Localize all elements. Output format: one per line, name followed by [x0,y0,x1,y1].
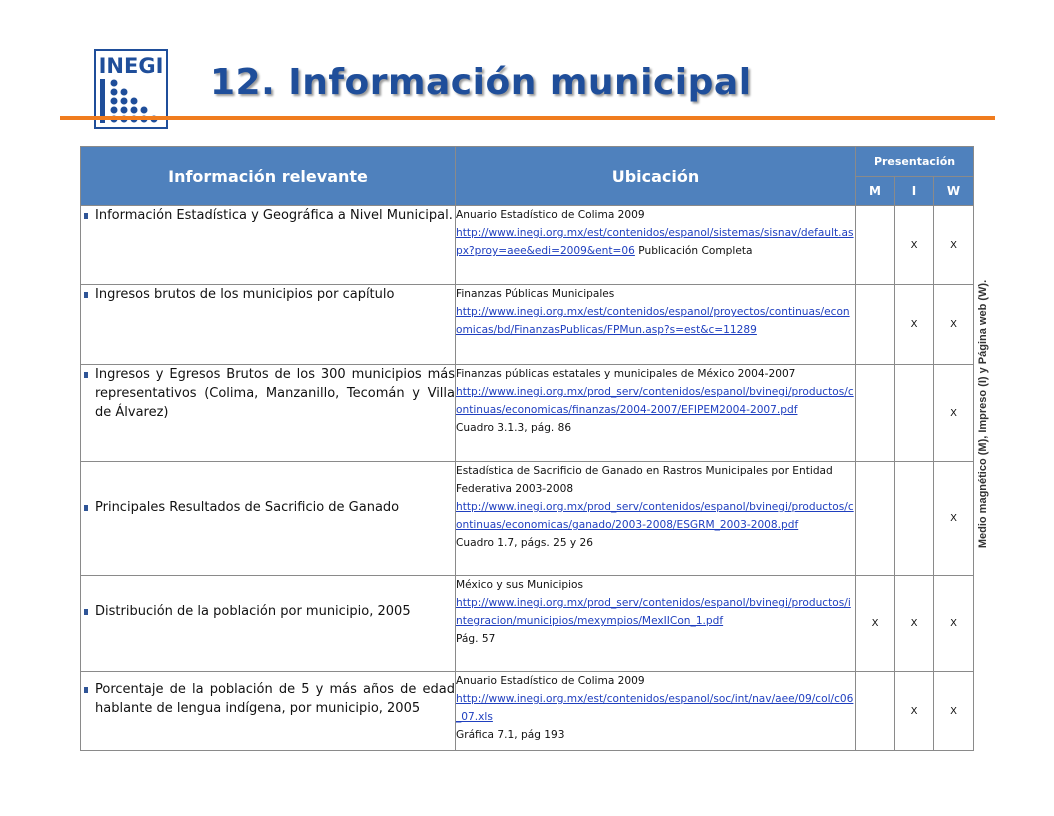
source-detail: Pág. 57 [456,633,496,645]
municipal-info-table [80,146,974,751]
bullet-icon [84,687,88,693]
source-title: Anuario Estadístico de Colima 2009 [456,209,645,221]
info-cell [81,576,456,672]
info-cell [81,206,456,285]
source-link[interactable]: http://www.inegi.org.mx/prod_serv/contenidos/espanol/bvinegi/productos/integracion/municipios/mexympios/MexIICon_1.pdf [456,597,851,627]
location-cell [456,285,856,365]
mark-i: X [895,285,934,365]
page-title: 12. Información municipal [210,62,752,103]
table-row [81,285,974,365]
mark-w: X [934,285,974,365]
mark-m [856,462,895,576]
header-m: M [856,177,895,206]
info-text: Porcentaje de la población de 5 y más años de edad hablante de lengua indígena, por municipio, 2005 [95,682,455,716]
location-cell [456,462,856,576]
mark-w: X [934,672,974,751]
info-cell [81,462,456,576]
bullet-icon [84,372,88,378]
mark-m [856,365,895,462]
table-row [81,365,974,462]
table-row [81,462,974,576]
bullet-icon [84,292,88,298]
info-text: Información Estadística y Geográfica a Nivel Municipal. [95,208,453,223]
source-title: Finanzas Públicas Municipales [456,288,615,300]
source-title: Estadística de Sacrificio de Ganado en Rastros Municipales por Entidad Federativa 2003-2008 [456,465,833,495]
info-text: Distribución de la población por municipio, 2005 [95,604,411,619]
bullet-icon [84,609,88,615]
source-link[interactable]: http://www.inegi.org.mx/est/contenidos/espanol/sistemas/sisnav/default.aspx?proy=aee&edi=2009&ent=06 [456,227,854,257]
mark-i: X [895,672,934,751]
table-row [81,206,974,285]
bullet-icon [84,213,88,219]
mark-w: X [934,462,974,576]
header-presentation: Presentación [856,147,974,177]
mark-w: X [934,206,974,285]
source-title: México y sus Municipios [456,579,584,591]
header-i: I [895,177,934,206]
source-detail: Gráfica 7.1, pág 193 [456,729,565,741]
source-link[interactable]: http://www.inegi.org.mx/prod_serv/contenidos/espanol/bvinegi/productos/continuas/economicas/ganado/2003-2008/ESGRM_2003-2008.pdf [456,501,854,531]
mark-m [856,206,895,285]
location-cell [456,365,856,462]
mark-i: X [895,206,934,285]
source-detail: Publicación Completa [634,245,753,257]
mark-i [895,462,934,576]
source-title: Finanzas públicas estatales y municipales de México 2004-2007 [456,368,796,380]
info-cell [81,365,456,462]
info-text: Ingresos y Egresos Brutos de los 300 municipios más representativos (Colima, Manzanillo, Tecomán y Villa de Álvarez) [95,367,455,420]
mark-i: X [895,576,934,672]
source-detail: Cuadro 1.7, págs. 25 y 26 [456,537,594,549]
header-location: Ubicación [456,147,856,206]
header-divider [60,116,995,120]
location-cell [456,206,856,285]
mark-m [856,672,895,751]
mark-w: X [934,365,974,462]
table-row [81,672,974,751]
header-w: W [934,177,974,206]
mark-m [856,285,895,365]
source-link[interactable]: http://www.inegi.org.mx/est/contenidos/espanol/proyectos/continuas/economicas/bd/FinanzasPublicas/FPMun.asp?s=est&c=11289 [456,306,850,336]
source-title: Anuario Estadístico de Colima 2009 [456,675,645,687]
info-cell [81,285,456,365]
mark-w: X [934,576,974,672]
bullet-icon [84,505,88,511]
info-text: Ingresos brutos de los municipios por capítulo [95,287,395,302]
location-cell [456,576,856,672]
source-link[interactable]: http://www.inegi.org.mx/prod_serv/contenidos/espanol/bvinegi/productos/continuas/economicas/finanzas/2004-2007/EFIPEM2004-2007.pdf [456,386,854,416]
mark-m: X [856,576,895,672]
info-cell [81,672,456,751]
mark-i [895,365,934,462]
header-info: Información relevante [81,147,456,206]
source-detail: Cuadro 3.1.3, pág. 86 [456,422,572,434]
table-row [81,576,974,672]
presentation-legend: Medio magnético (M), Impreso (I) y Página web (W). [977,279,989,549]
info-text: Principales Resultados de Sacrificio de Ganado [95,500,400,515]
logo-text: INEGI [98,54,164,78]
source-link[interactable]: http://www.inegi.org.mx/est/contenidos/espanol/soc/int/nav/aee/09/col/c06_07.xls [456,693,854,723]
location-cell [456,672,856,751]
